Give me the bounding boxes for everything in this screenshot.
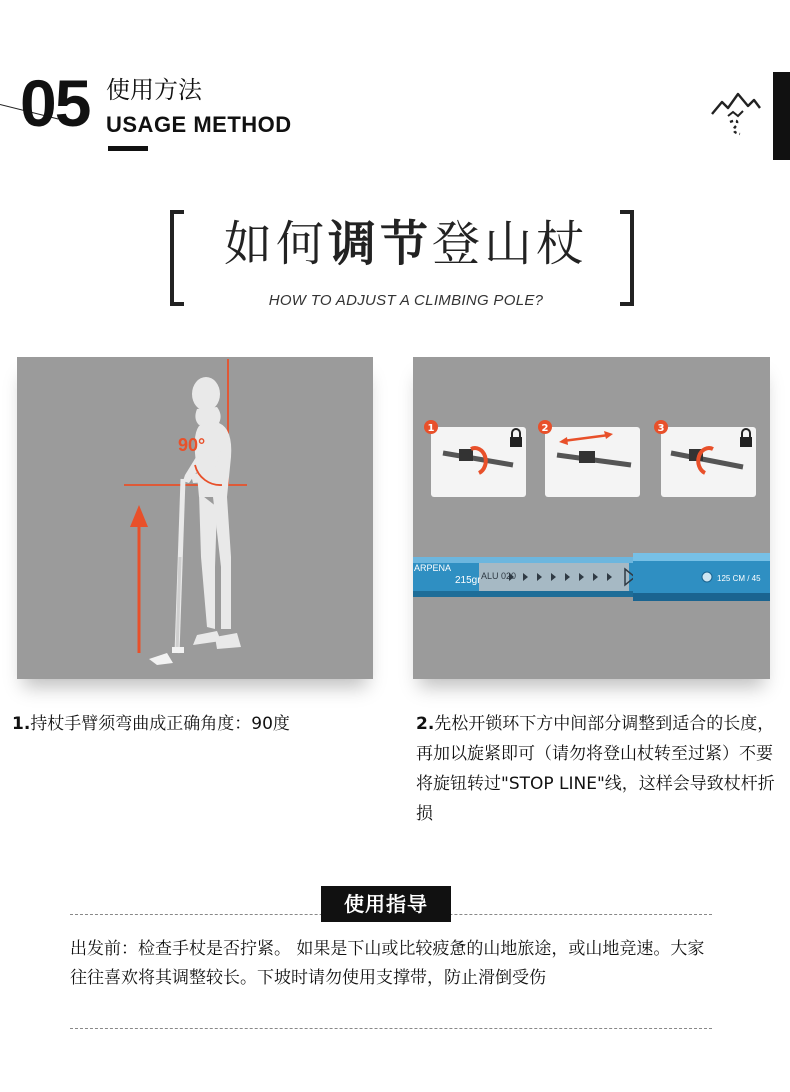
- pole-length-text: 125 CM / 45: [717, 574, 761, 583]
- step-badge-2: 2: [541, 423, 549, 434]
- main-title: [196, 218, 616, 271]
- header-side-bar: [773, 72, 790, 160]
- pole-weight-text: 215gr: [455, 575, 481, 586]
- section-underline: [108, 146, 148, 151]
- section-title-en: USAGE METHOD: [106, 112, 292, 137]
- caption-2-text: 先松开锁环下方中间部分调整到适合的长度，再加以旋紧即可（请勿将登山杖转至过紧）不要将旋钮转过"STOP LINE"线，这样会导致杖杆折损: [416, 714, 775, 824]
- step-badge-1: 1: [427, 423, 435, 434]
- title-bracket-right: [620, 210, 634, 306]
- main-subtitle: HOW TO ADJUST A CLIMBING POLE?: [268, 292, 544, 309]
- caption-1-number: 1.: [12, 714, 31, 734]
- adjustment-steps-figure: [413, 357, 770, 679]
- caption-step-1: [12, 709, 382, 739]
- pole-brand-text: ARPENA: [414, 563, 452, 573]
- main-title-part3: 登山杖: [432, 216, 589, 272]
- main-title-part1: 如何: [223, 216, 328, 272]
- caption-1-text: 持杖手臂须弯曲成正确角度：90度: [30, 714, 290, 734]
- guide-divider-bottom: [70, 1028, 712, 1029]
- pole-model-text: ALU 020: [481, 571, 517, 581]
- main-title-bold: 调节: [327, 216, 432, 272]
- step-badge-3: 3: [657, 423, 665, 434]
- section-number: 05: [20, 66, 90, 140]
- guide-label: 使用指导: [321, 886, 451, 922]
- caption-step-2: [416, 709, 778, 829]
- mountain-trail-icon: [710, 92, 762, 138]
- adjustment-steps-illustration: [413, 357, 770, 679]
- caption-2-number: 2.: [416, 714, 435, 734]
- guide-text: 出发前：检查手杖是否拧紧。 如果是下山或比较疲惫的山地旅途，或山地竞速。大家往往喜欢将其调整较长。下坡时请勿使用支撑带，防止滑倒受伤: [70, 939, 705, 988]
- arm-angle-illustration: [17, 357, 373, 679]
- title-bracket-left: [170, 210, 184, 306]
- angle-label: 90°: [178, 435, 206, 455]
- section-title-cn: 使用方法: [106, 76, 202, 104]
- person-with-pole-figure: [17, 357, 373, 679]
